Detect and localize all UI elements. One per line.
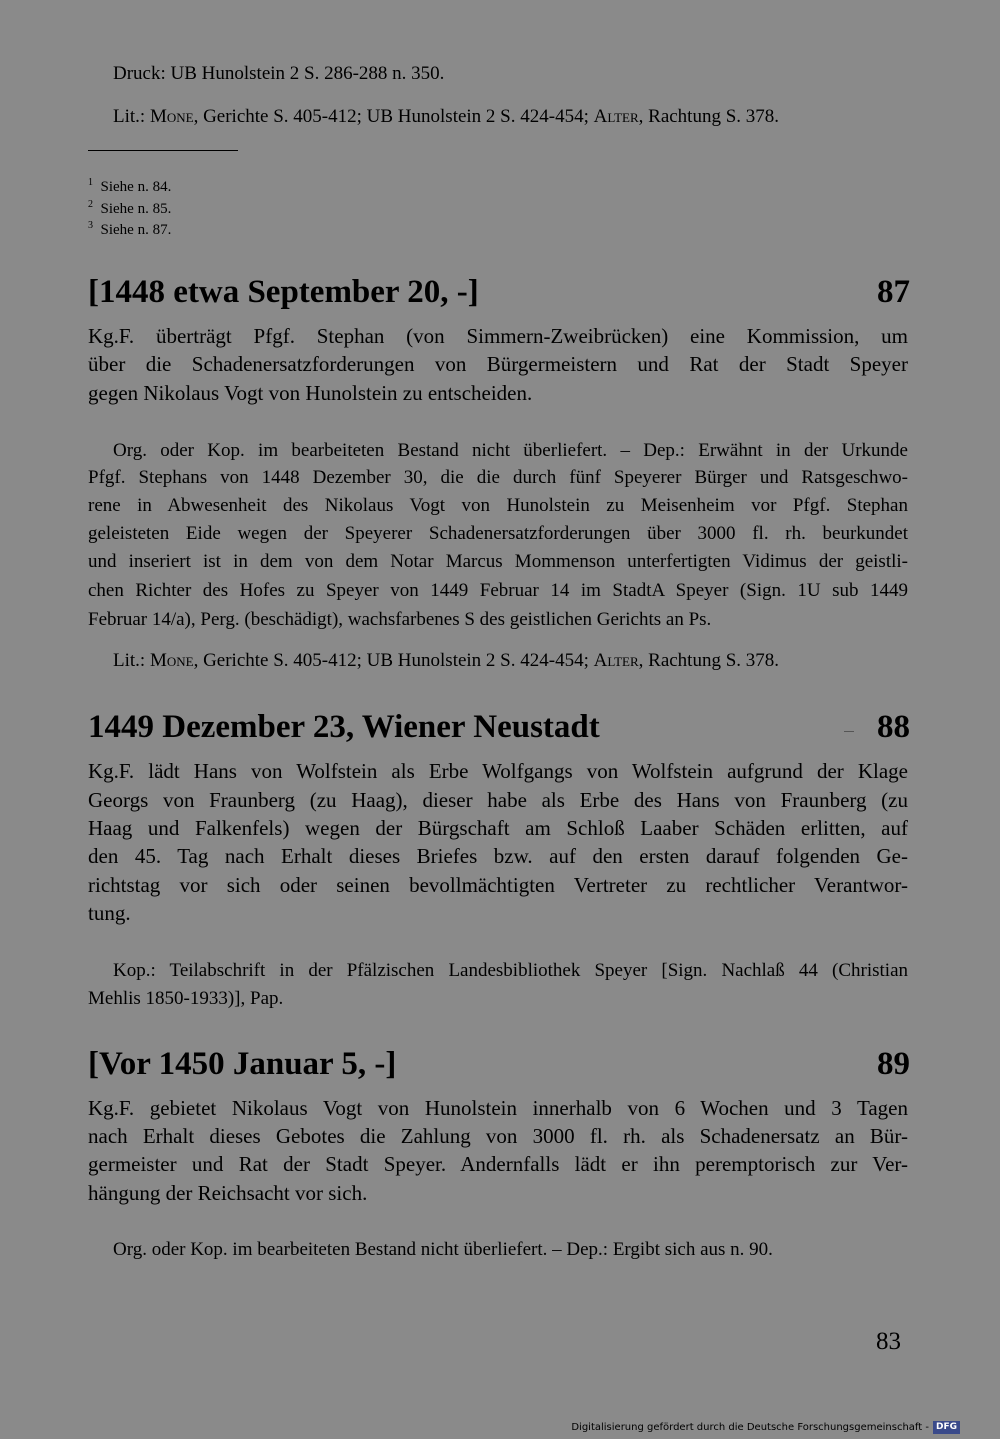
entry-88-text-line: Haag und Falkenfels) wegen der Bürgschaft am Schloß Laaber Schäden erlitten, auf — [88, 816, 908, 840]
entry-87-literature — [113, 650, 779, 672]
entry-87-note-line: und inseriert ist in dem von dem Notar Marcus Mommenson unterfertigten Vidimus der geistli- — [88, 551, 908, 572]
lit-end: , Rachtung S. 378. — [638, 106, 780, 127]
entry-89-text-line: hängung der Reichsacht vor sich. — [88, 1181, 368, 1205]
entry-88-text-line: Kg.F. lädt Hans von Wolfstein als Erbe Wolfgangs von Wolfstein aufgrund der Klage — [88, 759, 908, 783]
entry-88-text-line: richtstag vor sich oder seinen bevollmächtigten Vertreter zu rechtlicher Verantwor- — [88, 873, 908, 897]
page-number: 83 — [876, 1328, 901, 1355]
entry-88-heading: 1449 Dezember 23, Wiener Neustadt — [88, 709, 600, 745]
entry-87-heading: [1448 etwa September 20, -] — [88, 274, 479, 310]
author-alter: Alter — [593, 650, 639, 671]
literature-reference — [113, 106, 779, 128]
entry-87-note-line: chen Richter des Hofes zu Speyer von 1449 Februar 14 im StadtA Speyer (Sign. 1U sub 1449 — [88, 580, 908, 601]
entry-89-text-line: Kg.F. gebietet Nikolaus Vogt von Hunolstein innerhalb von 6 Wochen und 3 Tagen — [88, 1096, 908, 1120]
entry-87-note-line: geleisteten Eide wegen der Speyerer Schadenersatzforderungen über 3000 fl. rh. beurkundet — [88, 523, 908, 544]
entry-88-text-line: den 45. Tag nach Erhalt dieses Briefes bzw. auf den ersten darauf folgenden Ge- — [88, 844, 908, 868]
lit-middle: , Gerichte S. 405-412; UB Hunolstein 2 S. 424-454; — [193, 106, 594, 127]
lit-middle: , Gerichte S. 405-412; UB Hunolstein 2 S. 424-454; — [193, 650, 594, 671]
footer-text: Digitalisierung gefördert durch die Deutsche Forschungsgemeinschaft - — [571, 1422, 929, 1433]
entry-87-note-line: Org. oder Kop. im bearbeiteten Bestand nicht überliefert. – Dep.: Erwähnt in der Urkunde — [113, 440, 908, 461]
entry-87-note-line: Pfgf. Stephans von 1448 Dezember 30, die die durch fünf Speyerer Bürger und Ratsgeschwo- — [88, 467, 908, 488]
margin-mark — [844, 731, 854, 732]
author-alter: Alter — [593, 106, 639, 127]
entry-87-text-line: Kg.F. überträgt Pfgf. Stephan (von Simmern-Zweibrücken) eine Kommission, um — [88, 324, 908, 348]
entry-88-text-line: Georgs von Fraunberg (zu Haag), dieser habe als Erbe des Hans von Fraunberg (zu — [88, 788, 908, 812]
dfg-logo-icon: DFG — [933, 1421, 960, 1434]
entry-88-note-line: Mehlis 1850-1933)], Pap. — [88, 988, 284, 1009]
footnote-1 — [88, 177, 171, 196]
footnote-3 — [88, 220, 171, 239]
footnote-text: Siehe n. 87. — [100, 222, 172, 238]
footnote-mark: 3 — [88, 220, 93, 231]
entry-89-heading: [Vor 1450 Januar 5, -] — [88, 1046, 397, 1082]
author-mone: Mone — [149, 650, 194, 671]
entry-88-note-line: Kop.: Teilabschrift in der Pfälzischen Landesbibliothek Speyer [Sign. Nachlaß 44 (Christian — [113, 960, 908, 981]
entry-87-note-line: rene in Abwesenheit des Nikolaus Vogt von Hunolstein zu Meisenheim vor Pfgf. Stephan — [88, 495, 908, 516]
entry-89-note-line: Org. oder Kop. im bearbeiteten Bestand nicht überliefert. – Dep.: Ergibt sich aus n. 90. — [113, 1239, 773, 1260]
entry-87-number: 87 — [877, 274, 910, 310]
footnote-mark: 1 — [88, 177, 93, 188]
lit-prefix: Lit.: — [113, 650, 150, 671]
entry-89-text-line: germeister und Rat der Stadt Speyer. Andernfalls lädt er ihn peremptorisch zur Ver- — [88, 1152, 908, 1176]
author-mone: Mone — [149, 106, 194, 127]
entry-88-number: 88 — [877, 709, 910, 745]
entry-87-text-line: über die Schadenersatzforderungen von Bürgermeistern und Rat der Stadt Speyer — [88, 352, 908, 376]
entry-87-note-line: Februar 14/a), Perg. (beschädigt), wachsfarbenes S des geistlichen Gerichts an Ps. — [88, 609, 712, 630]
footnote-text: Siehe n. 85. — [100, 201, 172, 217]
footnote-separator — [88, 150, 238, 151]
entry-87-text-line: gegen Nikolaus Vogt von Hunolstein zu entscheiden. — [88, 381, 533, 405]
lit-end: , Rachtung S. 378. — [638, 650, 780, 671]
funding-footer — [571, 1421, 960, 1434]
footnote-mark: 2 — [88, 199, 93, 210]
footnote-2 — [88, 199, 171, 218]
entry-88-text-line: tung. — [88, 901, 131, 925]
lit-prefix: Lit.: — [113, 106, 150, 127]
footnote-text: Siehe n. 84. — [100, 179, 172, 195]
druck-reference: Druck: UB Hunolstein 2 S. 286-288 n. 350. — [113, 63, 445, 84]
entry-89-number: 89 — [877, 1046, 910, 1082]
entry-89-text-line: nach Erhalt dieses Gebotes die Zahlung von 3000 fl. rh. als Schadenersatz an Bür- — [88, 1124, 908, 1148]
